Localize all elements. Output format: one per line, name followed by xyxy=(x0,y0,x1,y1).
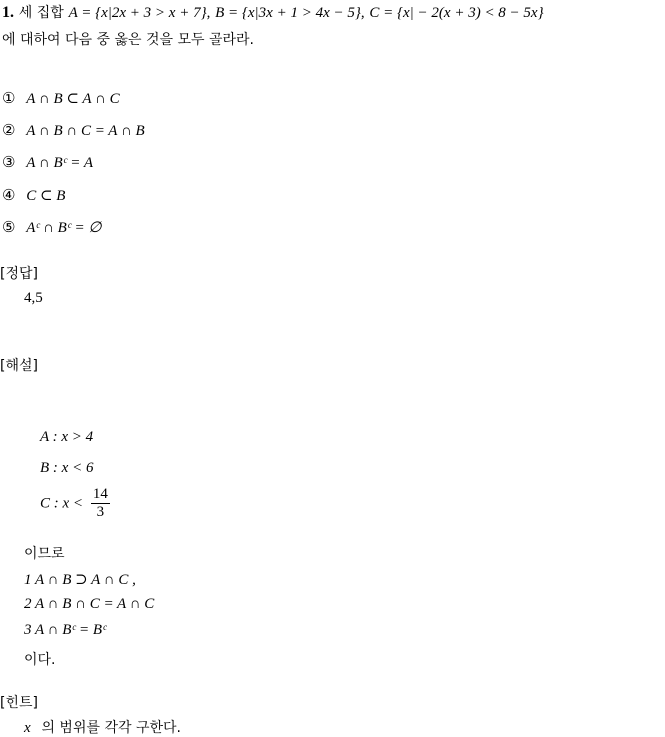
option-expression: C ⊂ B xyxy=(26,188,66,204)
solution-step-3: 3 A ∩ Bᶜ = Bᶜ xyxy=(24,622,107,638)
option-1 xyxy=(2,89,120,108)
hint-variable: x xyxy=(24,720,31,736)
solution-set-c-prefix: C : x < xyxy=(40,495,84,512)
solution-end: 이다. xyxy=(24,652,56,668)
solution-set-c xyxy=(40,486,110,521)
solution-heading: [해설] xyxy=(0,358,38,374)
solution-set-a: A : x > 4 xyxy=(40,429,94,445)
option-2 xyxy=(2,121,145,140)
question-intro: 세 집합 xyxy=(18,5,64,21)
solution-step-2: 2 A ∩ B ∩ C = A ∩ C xyxy=(24,596,155,612)
solution-step-1: 1 A ∩ B ⊃ A ∩ C , xyxy=(24,572,136,588)
hint-line xyxy=(24,717,181,737)
set-a-definition: A = {x|2x + 3 > x + 7} xyxy=(68,5,207,21)
set-c-definition: C = {x| − 2(x + 3) < 8 − 5x} xyxy=(369,5,544,21)
set-b-definition: B = {x|3x + 1 > 4x − 5} xyxy=(215,5,361,21)
option-expression: A ∩ Bᶜ = A xyxy=(26,155,94,171)
answer-heading: [정답] xyxy=(0,266,38,282)
fraction-denominator: 3 xyxy=(96,504,105,520)
option-marker: ① xyxy=(2,91,16,107)
option-expression: A ∩ B ∩ C = A ∩ B xyxy=(26,123,145,139)
answer-value: 4,5 xyxy=(24,290,43,306)
question-line-1: 1. 세 집합 A = {x|2x + 3 > x + 7}, B = {x|3x + 1 > 4x − 5}, C = {x| − 2(x + 3) < 8 − 5x} xyxy=(2,4,544,21)
solution-therefore: 이므로 xyxy=(24,546,65,562)
question-line-2: 에 대하여 다음 중 옳은 것을 모두 골라라. xyxy=(2,32,254,48)
option-expression: Aᶜ ∩ Bᶜ = ∅ xyxy=(26,220,102,236)
option-marker: ④ xyxy=(2,188,16,204)
option-expression: A ∩ B ⊂ A ∩ C xyxy=(26,91,120,107)
option-marker: ⑤ xyxy=(2,220,16,236)
hint-heading: [힌트] xyxy=(0,695,38,711)
fraction-14-3 xyxy=(91,486,110,521)
hint-text: 의 범위를 각각 구한다. xyxy=(41,720,181,736)
option-5 xyxy=(2,218,101,237)
option-3 xyxy=(2,153,93,172)
question-number: 1. xyxy=(2,4,14,21)
option-4 xyxy=(2,186,65,205)
solution-set-b: B : x < 6 xyxy=(40,460,94,476)
option-marker: ③ xyxy=(2,155,16,171)
option-marker: ② xyxy=(2,123,16,139)
fraction-numerator: 14 xyxy=(92,486,108,502)
